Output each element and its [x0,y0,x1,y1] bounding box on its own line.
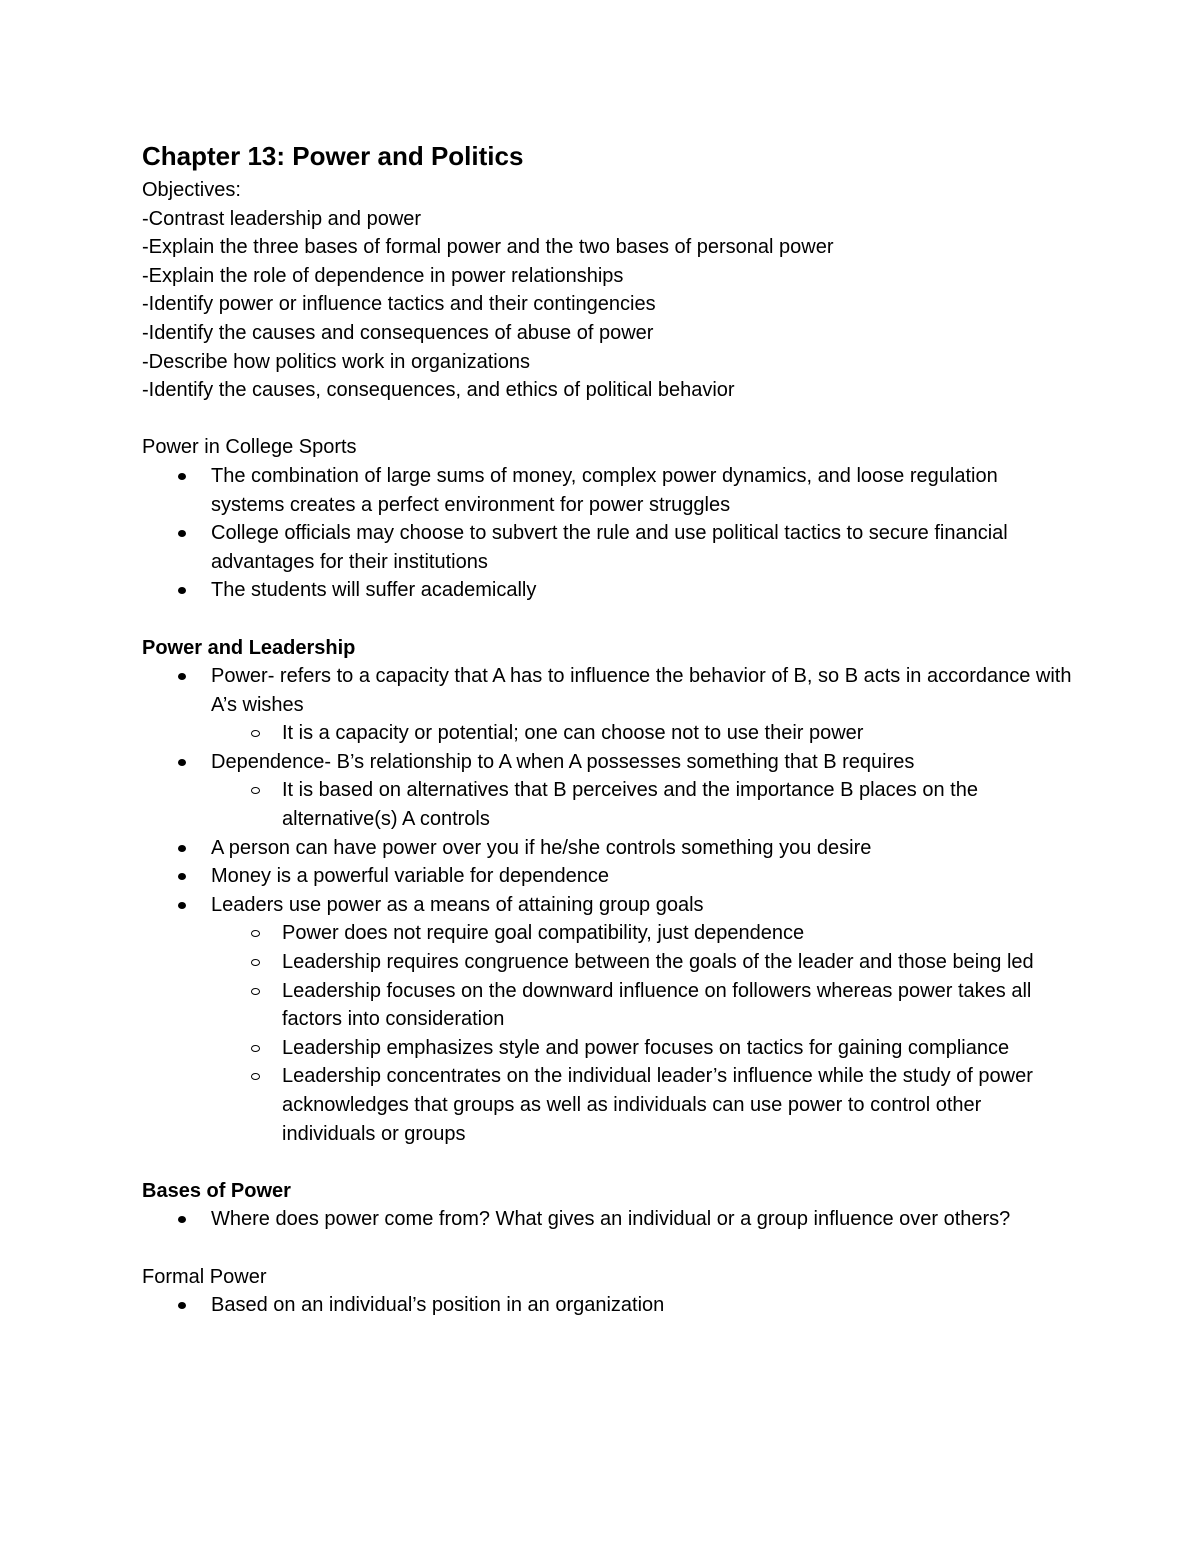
hollow-bullet-icon [251,1073,260,1080]
list-item [211,748,1072,834]
section-heading-bases-of-power: Bases of Power [142,1179,291,1202]
hollow-bullet-icon [251,959,260,966]
sub-list [211,719,1072,748]
section-heading-power-leadership: Power and Leadership [142,636,356,659]
list-item-text: Based on an individual’s position in an organization [211,1294,665,1317]
spacer [142,1148,1072,1177]
list-item-text: Money is a powerful variable for dependence [211,865,610,888]
hollow-bullet-icon [251,930,260,937]
list-item [211,1205,1072,1234]
section-heading-college-sports: Power in College Sports [142,436,357,459]
objective-item: -Identify the causes and consequences of abuse of power [142,321,654,344]
sub-list-item-text: It is based on alternatives that B perceives and the importance B places on the alternative(s) A controls [282,779,978,831]
college-sports-list [142,462,1072,605]
bullet-icon [178,902,186,909]
bullet-icon [178,673,186,680]
bullet-icon [178,587,186,594]
list-item [211,862,1072,891]
sub-list-item [282,1062,1072,1148]
list-item-text: A person can have power over you if he/she controls something you desire [211,836,872,859]
objective-item: -Explain the role of dependence in power relationships [142,264,624,287]
hollow-bullet-icon [251,1045,260,1052]
document-page [142,138,1072,1320]
sub-list-item-text: Leadership focuses on the downward influence on followers whereas power takes all factors into consideration [282,979,1032,1031]
list-item-text: Leaders use power as a means of attaining group goals [211,893,704,916]
bullet-icon [178,1216,186,1223]
bullet-icon [178,845,186,852]
sub-list [211,776,1072,833]
spacer [142,605,1072,634]
sub-list-item-text: Leadership emphasizes style and power focuses on tactics for gaining compliance [282,1036,1010,1059]
list-item [211,519,1072,576]
sub-list-item [282,776,1072,833]
objective-item: -Contrast leadership and power [142,207,422,230]
list-item [211,576,1072,605]
objective-item: -Explain the three bases of formal power and the two bases of personal power [142,236,834,259]
list-item-text: Dependence- B’s relationship to A when A possesses something that B requires [211,750,915,773]
bases-of-power-list [142,1205,1072,1234]
list-item [211,891,1072,1148]
page-title: Chapter 13: Power and Politics [142,141,524,171]
list-item-text: The combination of large sums of money, complex power dynamics, and loose regulation systems creates a perfect environment for power struggles [211,464,998,516]
spacer [142,1234,1072,1263]
hollow-bullet-icon [251,730,260,737]
list-item-text: Where does power come from? What gives an individual or a group influence over others? [211,1208,1011,1231]
sub-list [211,919,1072,1148]
bullet-icon [178,473,186,480]
bullet-icon [178,1302,186,1309]
list-item-text: The students will suffer academically [211,579,537,602]
objectives-label: Objectives: [142,179,241,201]
bullet-icon [178,759,186,766]
section-heading-formal-power: Formal Power [142,1265,267,1288]
sub-list-item [282,977,1072,1034]
sub-list-item [282,719,1072,748]
list-item [211,1291,1072,1320]
sub-list-item-text: Leadership concentrates on the individual leader’s influence while the study of power acknowledges that groups as well as individuals can use power to control other individuals or groups [282,1065,1033,1145]
objective-item: -Identify the causes, consequences, and ethics of political behavior [142,379,735,402]
formal-power-list [142,1291,1072,1320]
list-item-text: Power- refers to a capacity that A has to influence the behavior of B, so B acts in accordance with A’s wishes [211,665,1072,716]
sub-list-item-text: It is a capacity or potential; one can choose not to use their power [282,722,864,745]
power-leadership-list [142,662,1072,1148]
objective-item: -Identify power or influence tactics and their contingencies [142,293,656,316]
sub-list-item-text: Leadership requires congruence between the goals of the leader and those being led [282,951,1034,974]
sub-list-item [282,948,1072,977]
sub-list-item [282,1034,1072,1063]
bullet-icon [178,873,186,880]
sub-list-item [282,919,1072,948]
list-item [211,662,1072,748]
spacer [142,405,1072,434]
bullet-icon [178,530,186,537]
list-item-text: College officials may choose to subvert the rule and use political tactics to secure financial advantages for their institutions [211,522,1008,573]
sub-list-item-text: Power does not require goal compatibility, just dependence [282,922,805,945]
hollow-bullet-icon [251,988,260,995]
list-item [211,834,1072,863]
list-item [211,462,1072,519]
objective-item: -Describe how politics work in organizations [142,350,530,373]
hollow-bullet-icon [251,787,260,794]
